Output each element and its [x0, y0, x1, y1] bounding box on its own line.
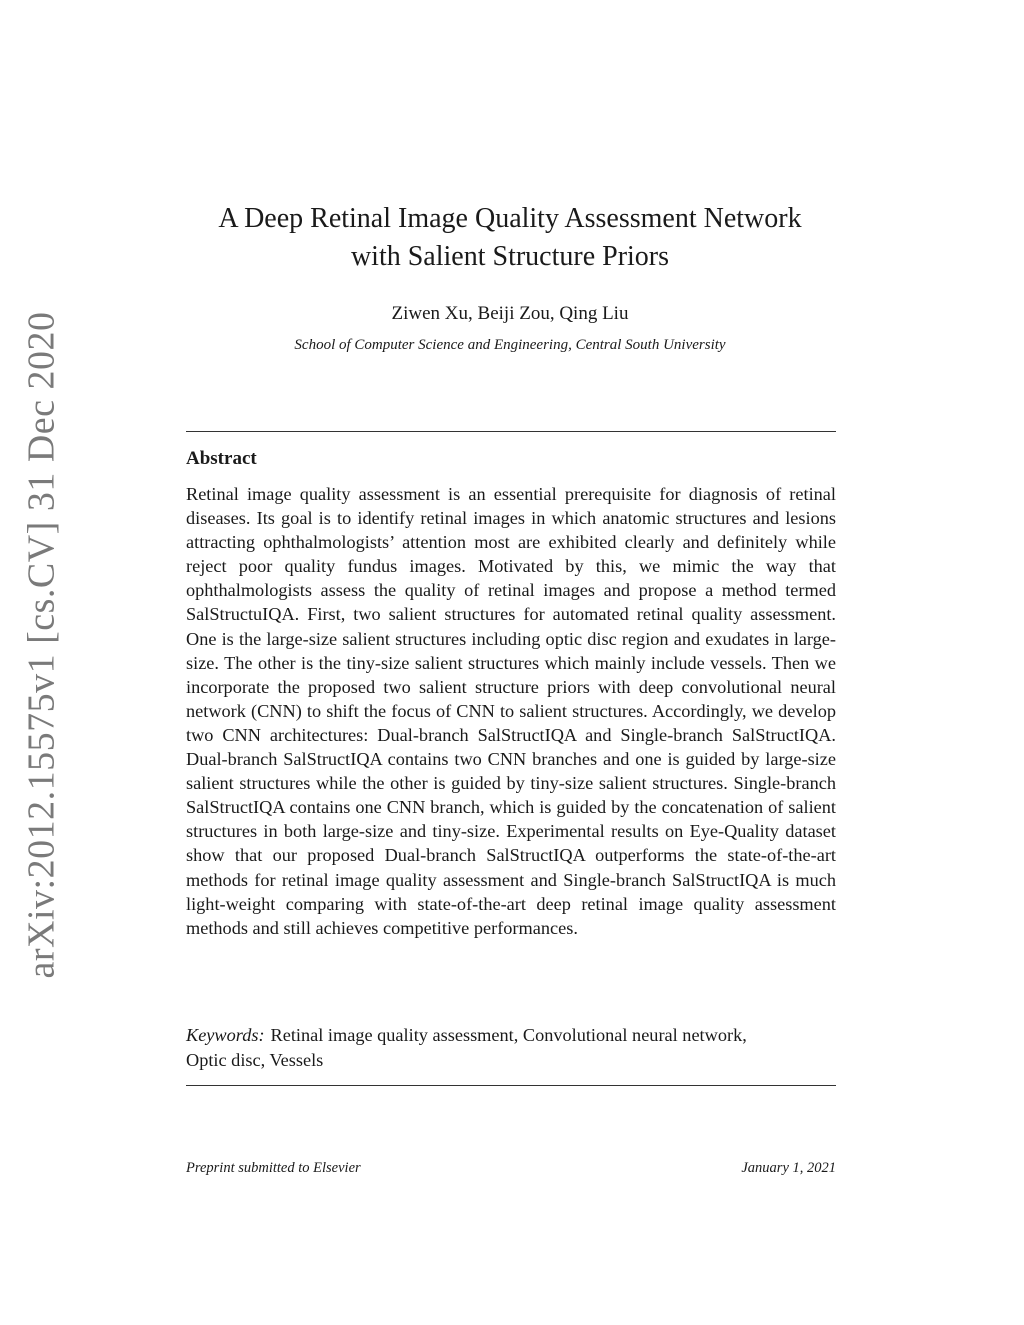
keywords-section — [186, 1023, 776, 1072]
paper-title — [160, 200, 860, 276]
author-list: Ziwen Xu, Beiji Zou, Qing Liu — [391, 303, 629, 324]
preprint-date: January 1, 2021 — [741, 1160, 836, 1176]
arxiv-identifier-text: arXiv:2012.15575v1 [cs.CV] 31 Dec 2020 — [20, 311, 63, 979]
paper-title-line-2: with Salient Structure Priors — [350, 241, 670, 272]
abstract-bottom-rule — [186, 1085, 836, 1086]
paper-title-line-1: A Deep Retinal Image Quality Assessment Network — [218, 203, 802, 234]
keywords-text: Retinal image quality assessment, Convolutional neural network, Optic disc, Vessels — [186, 1025, 747, 1070]
arxiv-identifier-stamp — [2, 311, 80, 979]
abstract-heading: Abstract — [186, 448, 257, 469]
abstract-top-rule — [186, 431, 836, 432]
author-affiliation: School of Computer Science and Engineering, Central South University — [294, 337, 726, 353]
abstract-body: Retinal image quality assessment is an essential prerequisite for diagnosis of retinal diseases. Its goal is to identify retinal images in which anatomic structures and lesions attracting ophthalmologists’ attention most are exhibited clearly and definitely while reject poor quality fundus images. Motivated by this, we mimic the way that ophthalmologists assess the quality of retinal images and propose a method termed SalStructuIQA. First, two salient structures for automated retinal quality assessment. One is the large-size salient structures including optic disc region and exudates in large-size. The other is the tiny-size salient structures which mainly include vessels. Then we incorporate the proposed two salient structure priors with deep convolutional neural network (CNN) to shift the focus of CNN to salient structures. Accordingly, we develop two CNN architectures: Dual-branch SalStructIQA and Single-branch SalStructIQA. Dual-branch SalStructIQA contains two CNN branches and one is guided by large-size salient structures while the other is guided by tiny-size salient structures. Single-branch SalStructIQA contains one CNN branch, which is guided by the concatenation of salient structures in both large-size and tiny-size. Experimental results on Eye-Quality dataset show that our proposed Dual-branch SalStructIQA outperforms the state-of-the-art methods for retinal image quality assessment and Single-branch SalStructIQA is much light-weight comparing with state-of-the-art deep retinal image quality assessment methods and still achieves competitive performances. — [186, 484, 836, 938]
keywords-label: Keywords: — [186, 1025, 265, 1045]
preprint-note: Preprint submitted to Elsevier — [186, 1160, 361, 1176]
